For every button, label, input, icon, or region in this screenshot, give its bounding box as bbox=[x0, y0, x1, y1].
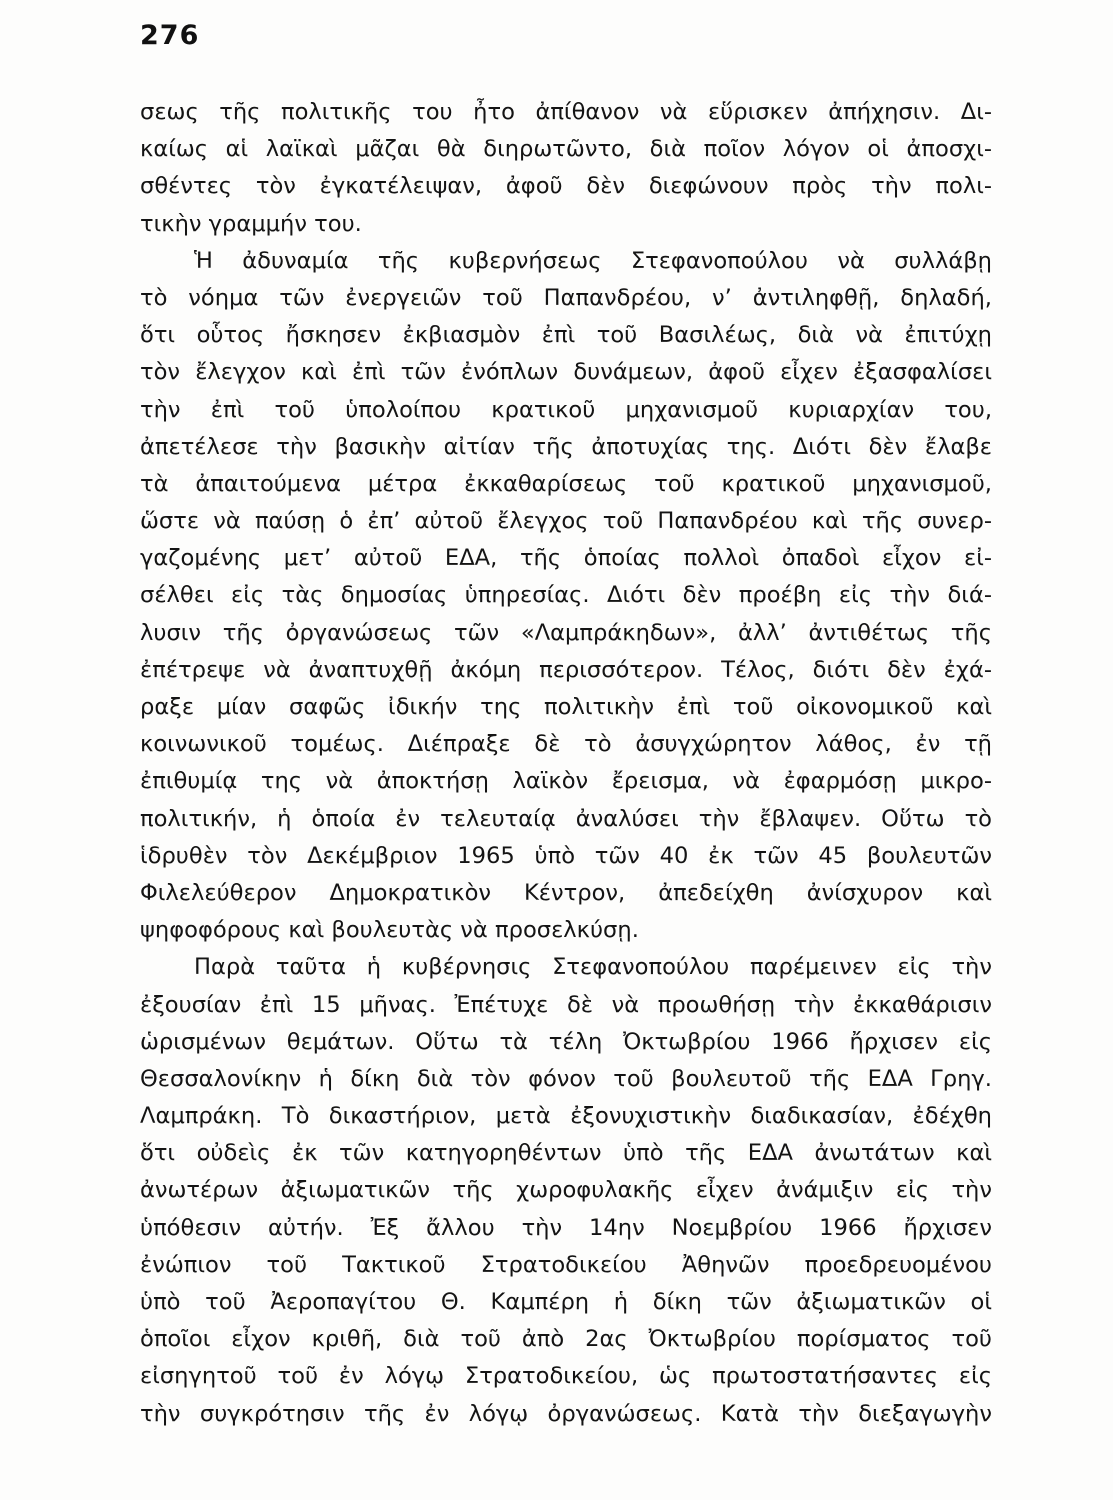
text-line: καίως αἱ λαϊκαὶ μᾶζαι θὰ διηρωτῶντο, διὰ ποῖον λόγον οἱ ἀποσχι- bbox=[140, 136, 992, 163]
text-line: Φιλελεύθερον Δημοκρατικὸν Κέντρον, ἀπεδείχθη ἀνίσχυρον καὶ bbox=[140, 879, 992, 906]
text-line: τικὴν γραμμήν του. bbox=[140, 210, 362, 237]
text-line: γαζομένης μετ’ αὐτοῦ ΕΔΑ, τῆς ὁποίας πολλοὶ ὀπαδοὶ εἶχον εἰ- bbox=[140, 545, 992, 572]
text-line: ὡρισμένων θεμάτων. Οὕτω τὰ τέλη Ὀκτωβρίου 1966 ἤρχισεν εἰς bbox=[140, 1028, 992, 1055]
text-line: Θεσσαλονίκην ἡ δίκη διὰ τὸν φόνον τοῦ βουλευτοῦ τῆς ΕΔΑ Γρηγ. bbox=[140, 1065, 992, 1092]
text-line: ἀνωτέρων ἀξιωματικῶν τῆς χωροφυλακῆς εἶχεν ἀνάμιξιν εἰς τὴν bbox=[140, 1177, 992, 1204]
text-line: Παρὰ ταῦτα ἡ κυβέρνησις Στεφανοπούλου παρέμεινεν εἰς τὴν bbox=[194, 954, 992, 981]
text-line: ὥστε νὰ παύσῃ ὁ ἐπ’ αὐτοῦ ἔλεγχος τοῦ Παπανδρέου καὶ τῆς συνερ- bbox=[140, 508, 992, 535]
text-line: ὅτι οὐδεὶς ἐκ τῶν κατηγορηθέντων ὑπὸ τῆς ΕΔΑ ἀνωτάτων καὶ bbox=[140, 1140, 992, 1167]
text-line: ὑπὸ τοῦ Ἀεροπαγίτου Θ. Καμπέρη ἡ δίκη τῶν ἀξιωματικῶν οἱ bbox=[140, 1289, 992, 1315]
body-text bbox=[140, 94, 992, 1433]
text-line: Λαμπράκη. Τὸ δικαστήριον, μετὰ ἐξονυχιστικὴν διαδικασίαν, ἐδέχθη bbox=[140, 1103, 992, 1130]
text-line: ὅτι οὗτος ἤσκησεν ἐκβιασμὸν ἐπὶ τοῦ Βασιλέως, διὰ νὰ ἐπιτύχῃ bbox=[140, 322, 992, 349]
text-line: τὰ ἀπαιτούμενα μέτρα ἐκκαθαρίσεως τοῦ κρατικοῦ μηχανισμοῦ, bbox=[140, 470, 992, 497]
text-line: ἐνώπιον τοῦ Τακτικοῦ Στρατοδικείου Ἀθηνῶν προεδρευομένου bbox=[140, 1251, 992, 1278]
page-number: 276 bbox=[140, 20, 200, 51]
text-line: ἐπιθυμίᾳ της νὰ ἀποκτήσῃ λαϊκὸν ἔρεισμα, νὰ ἐφαρμόσῃ μικρο- bbox=[140, 768, 992, 795]
text-line: τὸ νόημα τῶν ἐνεργειῶν τοῦ Παπανδρέου, ν’ ἀντιληφθῇ, δηλαδή, bbox=[140, 284, 992, 311]
text-line: λυσιν τῆς ὀργανώσεως τῶν «Λαμπράκηδων», ἀλλ’ ἀντιθέτως τῆς bbox=[140, 619, 992, 646]
text-line: πολιτικήν, ἡ ὁποία ἐν τελευταίᾳ ἀναλύσει τὴν ἔβλαψεν. Οὕτω τὸ bbox=[140, 805, 992, 832]
text-line: σέλθει εἰς τὰς δημοσίας ὑπηρεσίας. Διότι δὲν προέβη εἰς τὴν διά- bbox=[140, 582, 992, 609]
text-line: τὴν συγκρότησιν τῆς ἐν λόγῳ ὀργανώσεως. Κατὰ τὴν διεξαγωγὴν bbox=[140, 1400, 992, 1427]
text-line: τὴν ἐπὶ τοῦ ὑπολοίπου κρατικοῦ μηχανισμοῦ κυριαρχίαν του, bbox=[140, 396, 992, 423]
text-line: ὑπόθεσιν αὐτήν. Ἐξ ἄλλου τὴν 14ην Νοεμβρίου 1966 ἤρχισεν bbox=[140, 1214, 992, 1241]
text-line: ἱδρυθὲν τὸν Δεκέμβριον 1965 ὑπὸ τῶν 40 ἐκ τῶν 45 βουλευτῶν bbox=[140, 842, 992, 869]
text-line: σθέντες τὸν ἐγκατέλειψαν, ἀφοῦ δὲν διεφώνουν πρὸς τὴν πολι- bbox=[140, 173, 992, 200]
text-line: τὸν ἔλεγχον καὶ ἐπὶ τῶν ἐνόπλων δυνάμεων, ἀφοῦ εἶχεν ἐξασφαλίσει bbox=[140, 359, 992, 386]
text-line: ὁποῖοι εἶχον κριθῆ, διὰ τοῦ ἀπὸ 2ας Ὀκτωβρίου πορίσματος τοῦ bbox=[140, 1326, 992, 1353]
text-line: εἰσηγητοῦ τοῦ ἐν λόγῳ Στρατοδικείου, ὡς πρωτοστατήσαντες εἰς bbox=[140, 1363, 992, 1390]
text-line: σεως τῆς πολιτικῆς του ἦτο ἀπίθανον νὰ εὕρισκεν ἀπήχησιν. Δι- bbox=[140, 99, 992, 125]
text-line: ἐπέτρεψε νὰ ἀναπτυχθῇ ἀκόμη περισσότερον. Τέλος, διότι δὲν ἐχά- bbox=[140, 656, 992, 683]
text-line: Ἡ ἀδυναμία τῆς κυβερνήσεως Στεφανοπούλου νὰ συλλάβῃ bbox=[194, 247, 992, 274]
text-line: ψηφοφόρους καὶ βουλευτὰς νὰ προσελκύσῃ. bbox=[140, 917, 639, 944]
text-line: ἐξουσίαν ἐπὶ 15 μῆνας. Ἐπέτυχε δὲ νὰ προωθήσῃ τὴν ἐκκαθάρισιν bbox=[140, 991, 992, 1018]
text-line: κοινωνικοῦ τομέως. Διέπραξε δὲ τὸ ἀσυγχώρητον λάθος, ἐν τῇ bbox=[140, 731, 992, 758]
text-line: ἀπετέλεσε τὴν βασικὴν αἰτίαν τῆς ἀποτυχίας της. Διότι δὲν ἔλαβε bbox=[140, 433, 992, 460]
text-line: ραξε μίαν σαφῶς ἰδικήν της πολιτικὴν ἐπὶ τοῦ οἰκονομικοῦ καὶ bbox=[140, 694, 992, 720]
